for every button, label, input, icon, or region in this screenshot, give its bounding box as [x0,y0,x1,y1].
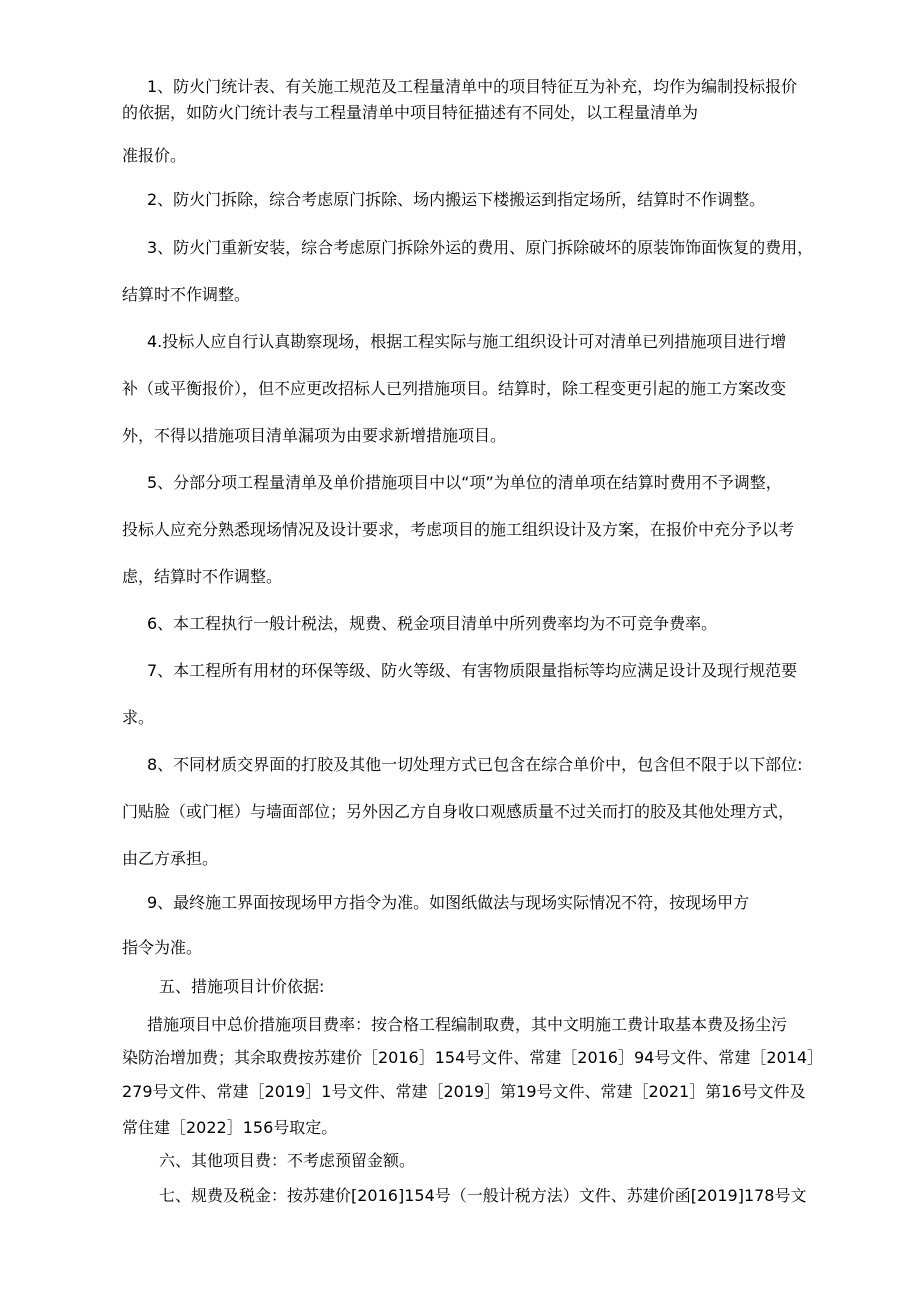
line-item-4-b: 补（或平衡报价），但不应更改招标人已列措施项目。结算时，除工程变更引起的施工方案改变 [122,379,787,398]
line-item-4-a: 4.投标人应自行认真勘察现场，根据工程实际与施工组织设计可对清单已列措施项目进行增 [147,332,787,351]
line-item-2: 2、防火门拆除，综合考虑原门拆除、场内搬运下楼搬运到指定场所，结算时不作调整。 [147,190,766,209]
line-item-4-c: 外，不得以措施项目清单漏项为由要求新增措施项目。 [122,426,507,445]
line-item-9-b: 指令为准。 [122,938,203,957]
line-item-3-a: 3、防火门重新安装，综合考虑原门拆除外运的费用、原门拆除破坏的原装饰饰面恢复的费用， [147,238,814,257]
line-item-1-b: 的依据，如防火门统计表与工程量清单中项目特征描述有不同处，以工程量清单为 [122,103,699,122]
section-heading-5: 五、措施项目计价依据: [159,977,325,996]
line-item-3-b: 结算时不作调整。 [122,285,251,304]
line-item-8-c: 由乙方承担。 [122,849,219,868]
section-5-para-a: 措施项目中总价措施项目费率：按合格工程编制取费，其中文明施工费计取基本费及扬尘污 [147,1015,788,1034]
section-heading-6: 六、其他项目费：不考虑预留金额。 [159,1151,416,1170]
section-heading-7: 七、规费及税金：按苏建价[2016]154号（一般计税方法）文件、苏建价函[2019]178号文 [159,1186,807,1205]
line-item-9-a: 9、最终施工界面按现场甲方指令为准。如图纸做法与现场实际情况不符，按现场甲方 [147,893,750,912]
line-item-7-b: 求。 [122,708,155,727]
section-5-para-b: 染防治增加费；其余取费按苏建价［2016］154号文件、常建［2016］94号文件、常建［2014］ [122,1048,824,1067]
line-item-5-a: 5、分部分项工程量清单及单价措施项目中以“项”为单位的清单项在结算时费用不予调整， [147,473,782,492]
line-item-5-b: 投标人应充分熟悉现场情况及设计要求，考虑项目的施工组织设计及方案，在报价中充分予以考 [122,520,795,539]
line-item-8-a: 8、不同材质交界面的打胶及其他一切处理方式已包含在综合单价中，包含但不限于以下部位: [147,755,803,774]
line-item-6: 6、本工程执行一般计税法，规费、税金项目清单中所列费率均为不可竞争费率。 [147,614,718,633]
line-item-1-a: 1、防火门统计表、有关施工规范及工程量清单中的项目特征互为补充，均作为编制投标报价 [147,77,798,96]
section-5-para-d: 常住建［2022］156号取定。 [122,1118,338,1137]
line-item-8-b: 门贴脸（或门框）与墙面部位；另外因乙方自身收口观感质量不过关而打的胶及其他处理方式， [122,802,795,821]
section-5-para-c: 279号文件、常建［2019］1号文件、常建［2019］第19号文件、常建［2021］第16号文件及 [122,1082,806,1101]
line-item-7-a: 7、本工程所有用材的环保等级、防火等级、有害物质限量指标等均应满足设计及现行规范要 [147,661,798,680]
line-item-5-c: 虑，结算时不作调整。 [122,567,283,586]
line-item-1-c: 准报价。 [122,146,187,165]
